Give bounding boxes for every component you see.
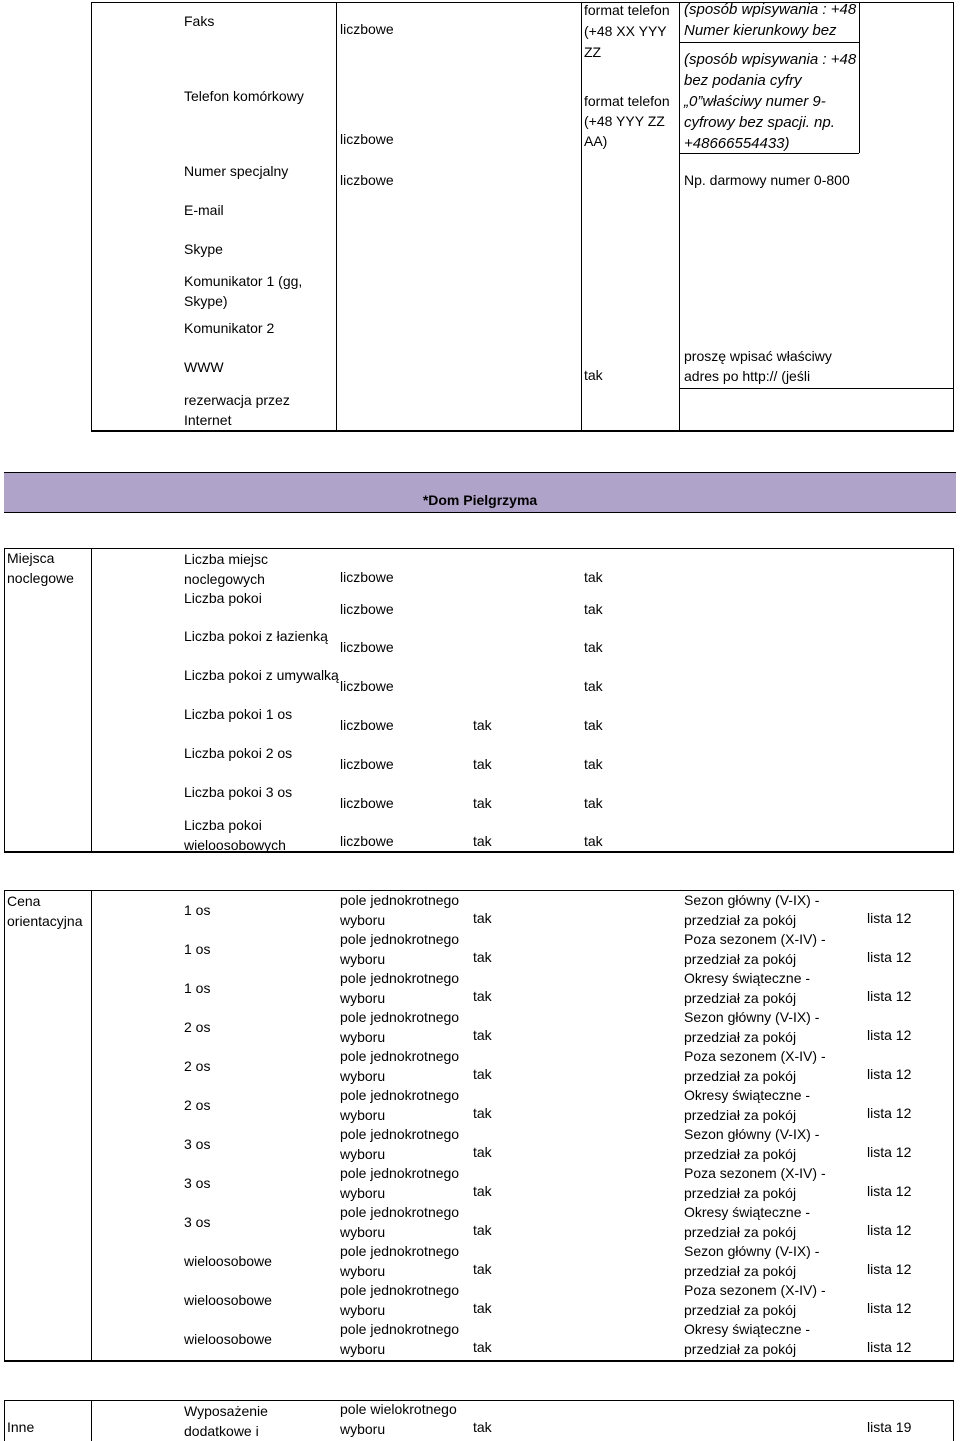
accommodation-row-label: Liczba pokoi 1 os: [184, 706, 293, 722]
price-row-required: tak: [473, 1066, 492, 1082]
accommodation-row-type: liczbowe: [340, 678, 394, 694]
price-row-list: lista 12: [867, 1339, 912, 1355]
price-row-persons: 3 os: [184, 1175, 211, 1191]
other-label: Wyposażenie dodatkowe i: [184, 1403, 268, 1439]
price-row-list: lista 12: [867, 988, 912, 1004]
accommodation-row-type: liczbowe: [340, 639, 394, 655]
email-label: E-mail: [184, 202, 224, 218]
price-row-persons: wieloosobowe: [184, 1331, 272, 1347]
price-row-field-type: pole jednokrotnego wyboru: [340, 1126, 460, 1162]
price-row-list: lista 12: [867, 1183, 912, 1199]
price-row-list: lista 12: [867, 1066, 912, 1082]
price-row-persons: wieloosobowe: [184, 1292, 272, 1308]
price-row-required: tak: [473, 1339, 492, 1355]
price-row-persons: 1 os: [184, 941, 211, 957]
price-row-season: Poza sezonem (X-IV) - przedział za pokój: [684, 1165, 826, 1201]
accommodation-row-label: Liczba miejsc noclegowych: [184, 551, 269, 587]
mobile-type: liczbowe: [340, 131, 394, 147]
price-row-persons: wieloosobowe: [184, 1253, 272, 1269]
price-row-required: tak: [473, 1105, 492, 1121]
price-row-list: lista 12: [867, 1300, 912, 1316]
accommodation-row-required: tak: [584, 569, 603, 585]
price-row-season: Sezon główny (V-IX) - przedział za pokój: [684, 1009, 820, 1045]
price-row-required: tak: [473, 949, 492, 965]
mobile-format: format telefon (+48 YYY ZZ AA): [584, 93, 670, 149]
section-title: *Dom Pielgrzyma: [422, 492, 538, 508]
accommodation-row-required: tak: [584, 639, 603, 655]
price-row-season: Sezon główny (V-IX) - przedział za pokój: [684, 1243, 820, 1279]
price-row-persons: 2 os: [184, 1019, 211, 1035]
price-row-field-type: pole jednokrotnego wyboru: [340, 1204, 460, 1240]
accommodation-row-label: Liczba pokoi wieloosobowych: [184, 817, 286, 853]
other-group: Inne: [7, 1419, 35, 1435]
price-row-season: Poza sezonem (X-IV) - przedział za pokój: [684, 931, 826, 967]
special-note: Np. darmowy numer 0-800: [684, 172, 850, 188]
price-row-persons: 3 os: [184, 1214, 211, 1230]
booking-label: rezerwacja przez Internet: [184, 392, 290, 428]
price-row-season: Okresy świąteczne - przedział za pokój: [684, 1321, 811, 1357]
price-row-field-type: pole jednokrotnego wyboru: [340, 1009, 460, 1045]
accommodation-row-label: Liczba pokoi 2 os: [184, 745, 293, 761]
price-row-required: tak: [473, 1144, 492, 1160]
accommodation-row-flag: tak: [473, 795, 492, 811]
fax-format: format telefon (+48 XX YYY ZZ: [584, 2, 670, 60]
accommodation-row-type: liczbowe: [340, 795, 394, 811]
www-note: proszę wpisać właściwy adres po http:// (jeśli: [684, 348, 832, 384]
price-row-list: lista 12: [867, 1261, 912, 1277]
price-row-persons: 3 os: [184, 1136, 211, 1152]
accommodation-row-label: Liczba pokoi z umywalką: [184, 667, 339, 683]
accommodation-row-type: liczbowe: [340, 756, 394, 772]
price-row-season: Sezon główny (V-IX) - przedział za pokój: [684, 1126, 820, 1162]
fax-type: liczbowe: [340, 21, 394, 37]
im1-label: Komunikator 1 (gg, Skype): [184, 273, 303, 309]
accommodation-row-required: tak: [584, 795, 603, 811]
price-row-persons: 2 os: [184, 1058, 211, 1074]
accommodation-row-label: Liczba pokoi: [184, 590, 262, 606]
other-list: lista 19: [867, 1419, 912, 1435]
accommodation-row-type: liczbowe: [340, 569, 394, 585]
price-row-field-type: pole jednokrotnego wyboru: [340, 1048, 460, 1084]
fax-label: Faks: [184, 13, 215, 29]
accommodation-row-type: liczbowe: [340, 833, 394, 849]
accommodation-row-type: liczbowe: [340, 717, 394, 733]
price-row-required: tak: [473, 910, 492, 926]
price-row-field-type: pole jednokrotnego wyboru: [340, 970, 460, 1006]
fax-note: (sposób wpisywania : +48 Numer kierunkowy bez: [684, 1, 857, 39]
price-row-field-type: pole jednokrotnego wyboru: [340, 1282, 460, 1318]
price-row-season: Poza sezonem (X-IV) - przedział za pokój: [684, 1282, 826, 1318]
www-label: WWW: [184, 359, 224, 375]
price-row-field-type: pole jednokrotnego wyboru: [340, 931, 460, 967]
price-row-field-type: pole jednokrotnego wyboru: [340, 1321, 460, 1357]
other-field-type: pole wielokrotnego wyboru: [340, 1401, 457, 1437]
price-row-field-type: pole jednokrotnego wyboru: [340, 892, 460, 928]
price-row-persons: 1 os: [184, 980, 211, 996]
mobile-note: (sposób wpisywania : +48 bez podania cyfry „0”właściwy numer 9-cyfrowy bez spacji. np. +48666554433): [684, 51, 857, 152]
price-row-required: tak: [473, 1222, 492, 1238]
price-row-list: lista 12: [867, 1222, 912, 1238]
price-row-persons: 2 os: [184, 1097, 211, 1113]
price-row-persons: 1 os: [184, 902, 211, 918]
price-row-required: tak: [473, 1300, 492, 1316]
accommodation-row-label: Liczba pokoi 3 os: [184, 784, 293, 800]
price-row-required: tak: [473, 1183, 492, 1199]
accommodation-row-required: tak: [584, 717, 603, 733]
price-row-season: Poza sezonem (X-IV) - przedział za pokój: [684, 1048, 826, 1084]
price-row-season: Okresy świąteczne - przedział za pokój: [684, 1204, 811, 1240]
other-required: tak: [473, 1419, 492, 1435]
price-row-list: lista 12: [867, 949, 912, 965]
price-row-field-type: pole jednokrotnego wyboru: [340, 1243, 460, 1279]
accommodation-row-type: liczbowe: [340, 601, 394, 617]
price-row-list: lista 12: [867, 1144, 912, 1160]
skype-label: Skype: [184, 241, 223, 257]
accommodation-row-required: tak: [584, 833, 603, 849]
accommodation-row-flag: tak: [473, 717, 492, 733]
www-required: tak: [584, 367, 603, 383]
im2-label: Komunikator 2: [184, 320, 275, 336]
special-label: Numer specjalny: [184, 163, 289, 179]
accommodation-row-flag: tak: [473, 756, 492, 772]
accommodation-group: Miejsca noclegowe: [7, 550, 74, 586]
price-row-field-type: pole jednokrotnego wyboru: [340, 1165, 460, 1201]
price-row-season: Sezon główny (V-IX) - przedział za pokój: [684, 892, 820, 928]
price-row-required: tak: [473, 1261, 492, 1277]
price-row-required: tak: [473, 1027, 492, 1043]
accommodation-row-flag: tak: [473, 833, 492, 849]
price-row-field-type: pole jednokrotnego wyboru: [340, 1087, 460, 1123]
price-row-list: lista 12: [867, 1027, 912, 1043]
accommodation-row-required: tak: [584, 756, 603, 772]
special-type: liczbowe: [340, 172, 394, 188]
accommodation-row-label: Liczba pokoi z łazienką: [184, 628, 328, 644]
price-row-season: Okresy świąteczne - przedział za pokój: [684, 970, 811, 1006]
price-group: Cena orientacyjna: [7, 893, 83, 929]
accommodation-row-required: tak: [584, 601, 603, 617]
accommodation-row-required: tak: [584, 678, 603, 694]
price-row-list: lista 12: [867, 1105, 912, 1121]
price-row-required: tak: [473, 988, 492, 1004]
mobile-label: Telefon komórkowy: [184, 88, 304, 104]
price-row-season: Okresy świąteczne - przedział za pokój: [684, 1087, 811, 1123]
price-row-list: lista 12: [867, 910, 912, 926]
